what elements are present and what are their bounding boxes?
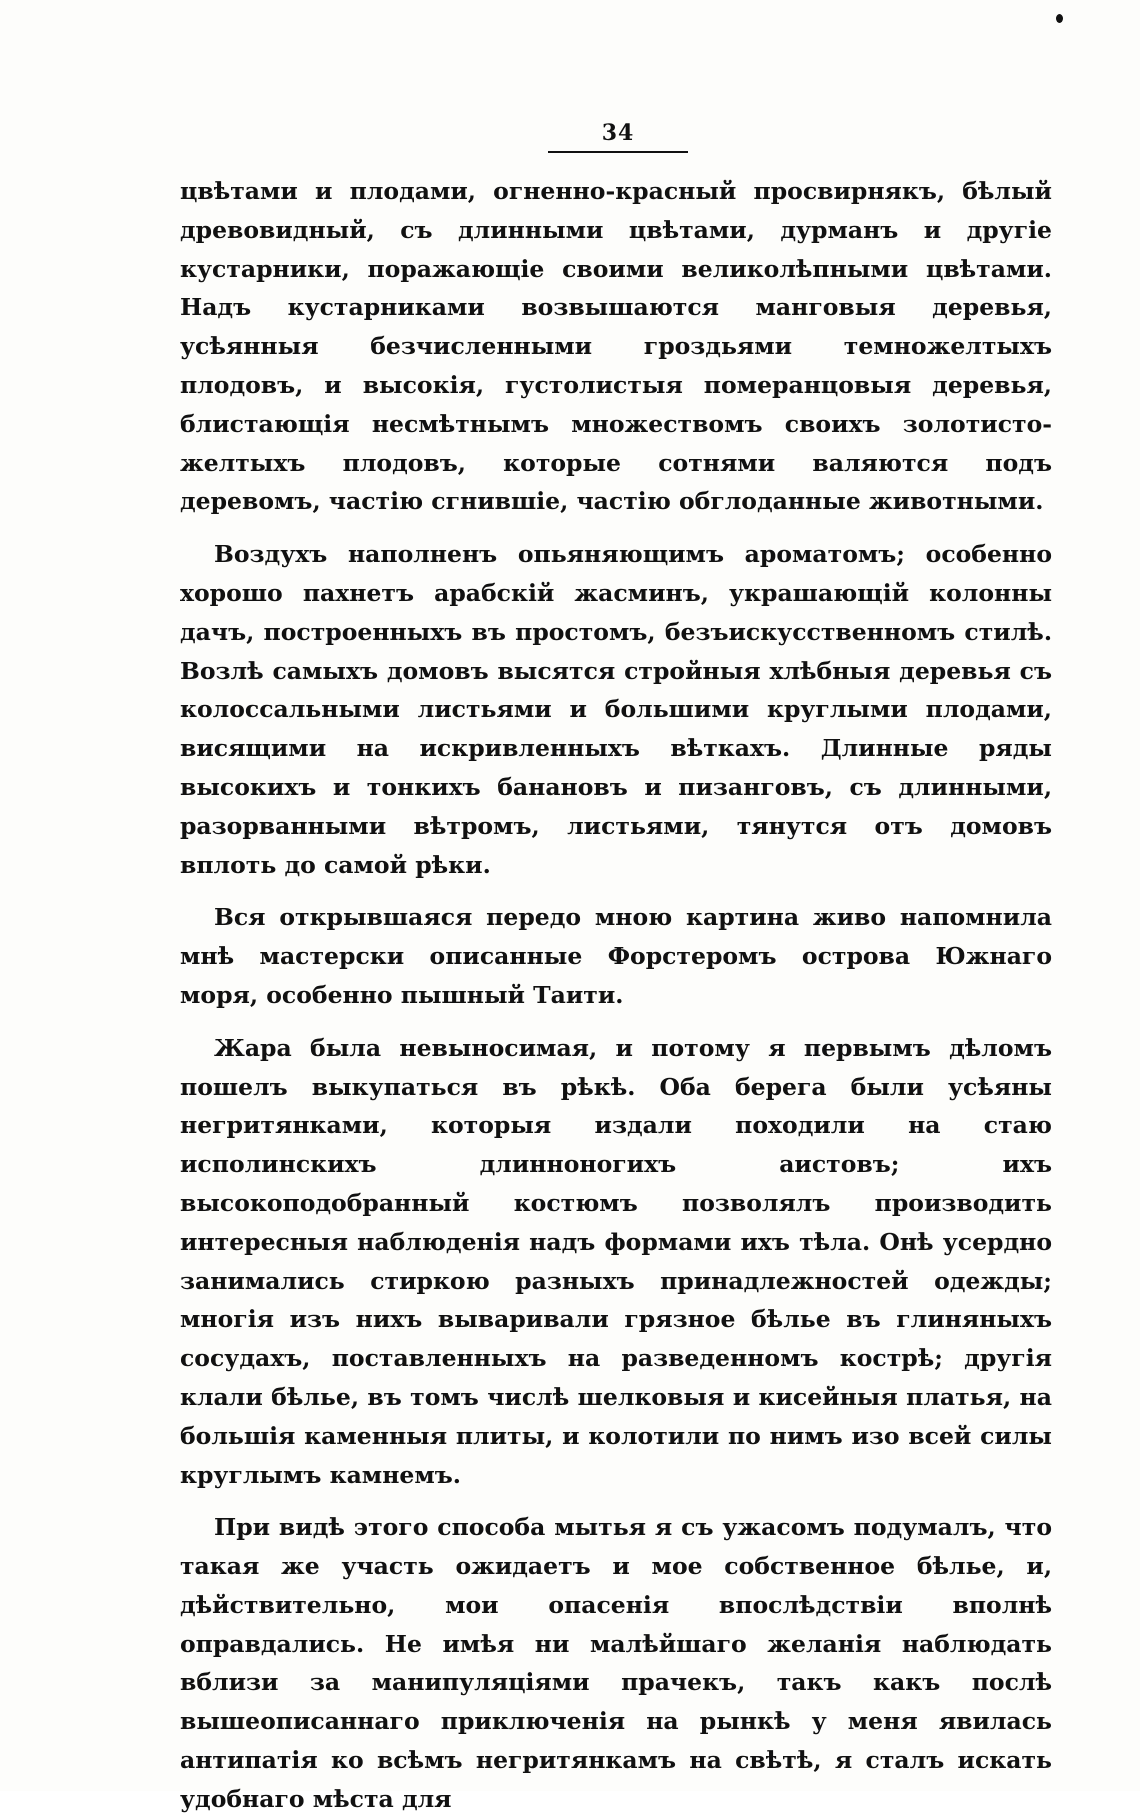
ink-speck-decoration [1056, 14, 1063, 23]
page-number: 34 [601, 120, 635, 146]
paragraph-air-aroma: Воздухъ наполненъ опьяняющимъ ароматомъ; особенно хорошо пахнетъ арабскій жасминъ, украшающій колонны дачъ, построенныхъ въ простомъ, безъискусственномъ стилѣ. Возлѣ самыхъ домовъ высятся стройныя хлѣбныя деревья съ колоссальными листьями и большими круглыми плодами, висящими на искривленныхъ вѣткахъ. Длинные ряды высокихъ и тонкихъ банановъ и пизанговъ, съ длинными, разорванными вѣтромъ, листьями, тянутся отъ домовъ вплоть до самой рѣки. [180, 540, 1052, 879]
page-number-rule [548, 151, 688, 153]
paragraph-laundry: При видѣ этого способа мытья я съ ужасомъ подумалъ, что такая же участь ожидаетъ и мое собственное бѣлье, и, дѣйствительно, мои опасенія впослѣдствіи вполнѣ оправдались. Не имѣя ни малѣйшаго желанія наблюдать вблизи за манипуляціями прачекъ, такъ какъ послѣ вышеописаннаго приключенія на рынкѣ у меня явилась антипатія ко всѣмъ негритянкамъ на свѣтѣ, я сталъ искать удобнаго мѣста для [180, 1513, 1052, 1813]
paragraph-tahiti: Вся открывшаяся передо мною картина живо напомнила мнѣ мастерски описанные Форстеромъ острова Южнаго моря, особенно пышный Таити. [180, 903, 1052, 1009]
paragraph-continuation: цвѣтами и плодами, огненно-красный просвирнякъ, бѣлый древовидный, съ длинными цвѣтами, дурманъ и другіе кустарники, поражающіе своими великолѣпными цвѣтами. Надъ кустарниками возвышаются манговыя деревья, усѣянныя безчисленными гроздьями темножелтыхъ плодовъ, и высокія, густолистыя померанцовыя деревья, блистающія несмѣтнымъ множествомъ своихъ золотисто-желтыхъ плодовъ, которые сотнями валяются подъ деревомъ, частію сгнившіе, частію обглоданные животными. [180, 177, 1052, 516]
paragraph-river-bathing: Жара была невыносимая, и потому я первымъ дѣломъ пошелъ выкупаться въ рѣкѣ. Оба берега были усѣяны негритянками, которыя издали походили на стаю исполинскихъ длинноногихъ аистовъ; ихъ высокоподобранный костюмъ позволялъ производить интересныя наблюденія надъ формами ихъ тѣла. Онѣ усердно занимались стиркою разныхъ принадлежностей одежды; многія изъ нихъ вываривали грязное бѣлье въ глиняныхъ сосудахъ, поставленныхъ на разведенномъ кострѣ; другія клали бѣлье, въ томъ числѣ шелковыя и кисейныя платья, на большія каменныя плиты, и колотили по нимъ изо всей силы круглымъ камнемъ. [180, 1033, 1052, 1489]
body-text [180, 172, 1052, 1819]
